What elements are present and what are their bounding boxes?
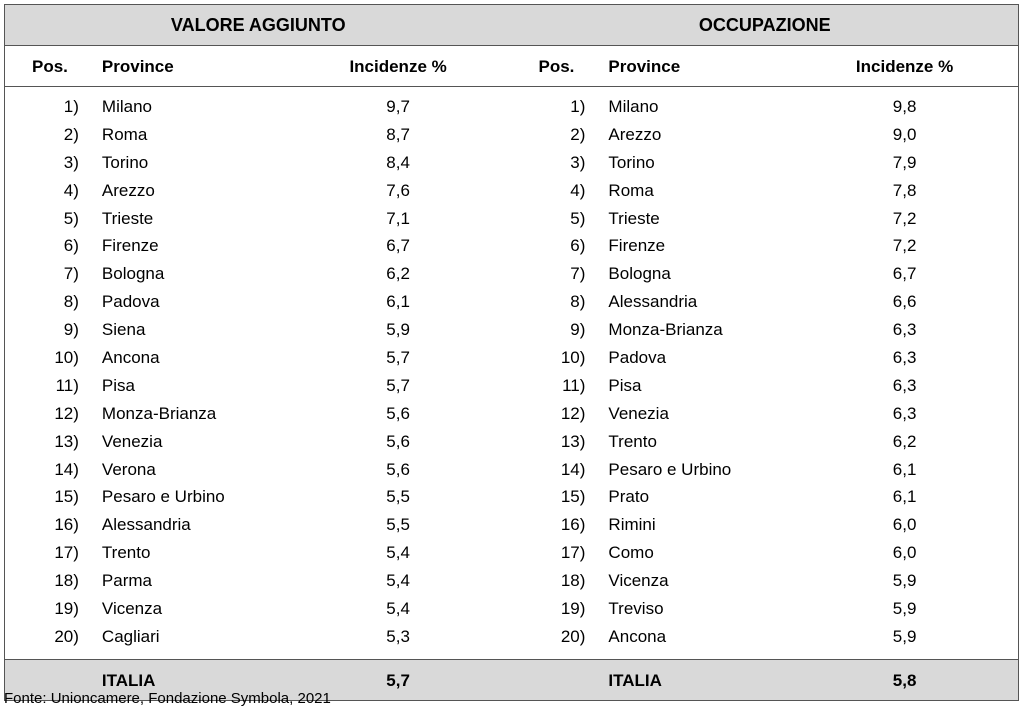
row-value-occupazione: 6,0 [892,515,917,535]
row-position: 1) [63,97,79,116]
row-value-occupazione: 6,3 [892,348,917,368]
column-header-row [5,46,1018,87]
row-position: 18) [560,571,586,591]
row-position: 10) [54,348,79,368]
row-position: 18) [54,571,79,591]
row-province-occupazione: Rimini [608,515,656,535]
column-header-province: Province [608,57,681,76]
row-value-occupazione: 5,9 [892,571,917,591]
total-label-left: ITALIA [101,670,156,690]
row-province-valore-aggiunto: Roma [101,124,148,144]
row-position: 12) [54,403,79,423]
row-province-occupazione: Vicenza [608,571,669,591]
table-row [5,400,1018,428]
row-province-occupazione: Bologna [608,264,671,284]
row-value-valore-aggiunto: 5,9 [386,320,410,340]
row-value-occupazione: 7,9 [892,152,917,172]
row-value-occupazione: 5,9 [892,599,917,619]
row-position: 19) [560,599,586,619]
row-value-valore-aggiunto: 8,7 [386,124,410,144]
row-province-occupazione: Arezzo [608,124,662,144]
row-value-occupazione: 6,3 [892,320,917,340]
row-province-valore-aggiunto: Verona [101,459,156,479]
row-value-valore-aggiunto: 5,6 [386,431,410,451]
table-row [5,428,1018,456]
row-value-valore-aggiunto: 5,6 [386,459,410,479]
section-header-row [5,5,1018,46]
row-position: 6) [570,236,586,256]
row-position: 9) [63,320,79,340]
total-pos-empty [512,660,586,700]
row-value-occupazione: 6,0 [892,543,917,563]
table-row [5,93,1018,121]
row-province-occupazione: Prato [608,487,650,507]
table-row [5,623,1018,651]
row-value-occupazione: 7,8 [892,180,917,200]
row-position: 4) [63,180,79,200]
table-row [5,595,1018,623]
table-row [5,483,1018,511]
row-province-valore-aggiunto: Bologna [101,264,165,284]
table-row [5,456,1018,484]
row-position: 17) [54,543,79,563]
row-position: 11) [562,375,586,395]
table-row [5,567,1018,595]
row-province-valore-aggiunto: Padova [101,292,160,312]
row-position: 19) [54,599,79,619]
table-row [5,511,1018,539]
row-province-valore-aggiunto: Ancona [101,348,160,368]
row-province-valore-aggiunto: Vicenza [101,599,163,619]
row-value-occupazione: 5,9 [892,626,917,646]
table-row [5,316,1018,344]
row-value-valore-aggiunto: 5,6 [386,403,410,423]
total-value-left: 5,7 [386,670,410,690]
row-position: 6) [63,236,79,256]
row-value-occupazione: 6,6 [892,292,917,312]
row-position: 16) [560,515,586,535]
row-position: 12) [560,403,586,423]
row-value-occupazione: 6,7 [892,264,917,284]
table-row [5,344,1018,372]
row-position: 5) [570,208,586,228]
row-value-valore-aggiunto: 6,2 [386,264,410,284]
row-province-valore-aggiunto: Trieste [101,208,154,228]
table-row [5,232,1018,260]
row-value-valore-aggiunto: 5,5 [386,487,410,507]
table-row [5,539,1018,567]
section-title-valore-aggiunto: VALORE AGGIUNTO [170,15,346,35]
row-position: 20) [560,626,586,646]
row-value-valore-aggiunto: 7,1 [386,208,410,228]
row-province-occupazione: Torino [608,152,655,172]
row-position: 16) [54,515,79,535]
total-value-right: 5,8 [892,670,917,690]
row-value-occupazione: 6,3 [892,403,917,423]
row-province-valore-aggiunto: Alessandria [101,515,191,535]
row-province-valore-aggiunto: Arezzo [101,180,155,200]
row-value-valore-aggiunto: 5,4 [386,543,410,563]
row-province-occupazione: Roma [608,180,654,200]
row-province-valore-aggiunto: Cagliari [101,626,160,646]
row-position: 4) [570,180,586,200]
table-row [5,205,1018,233]
row-value-occupazione: 6,2 [892,431,917,451]
row-province-occupazione: Treviso [608,599,664,619]
table-body [5,87,1018,660]
row-value-occupazione: 6,3 [892,375,917,395]
table-row [5,177,1018,205]
row-province-occupazione: Ancona [608,626,667,646]
row-province-occupazione: Monza-Brianza [608,320,723,340]
row-value-valore-aggiunto: 9,7 [386,97,410,116]
row-position: 5) [63,208,79,228]
row-value-occupazione: 7,2 [892,208,917,228]
row-position: 3) [63,152,79,172]
row-position: 1) [570,97,586,116]
row-position: 15) [54,487,79,507]
row-value-valore-aggiunto: 8,4 [386,152,410,172]
row-province-valore-aggiunto: Siena [101,320,146,340]
row-value-valore-aggiunto: 6,1 [386,292,410,312]
total-label-right: ITALIA [608,670,662,690]
row-value-valore-aggiunto: 5,7 [386,348,410,368]
row-position: 13) [54,431,79,451]
table-row [5,121,1018,149]
row-position: 17) [560,543,586,563]
row-value-valore-aggiunto: 5,7 [386,375,410,395]
row-province-occupazione: Firenze [608,236,666,256]
row-province-occupazione: Venezia [608,403,669,423]
column-header-pos: Pos. [32,57,68,76]
row-value-valore-aggiunto: 6,7 [386,236,410,256]
row-province-valore-aggiunto: Pisa [101,375,135,395]
row-position: 15) [560,487,586,507]
row-province-occupazione: Como [608,543,654,563]
row-position: 8) [63,292,79,312]
row-value-valore-aggiunto: 5,4 [386,571,410,591]
column-header-province: Province [101,57,174,76]
row-position: 20) [54,626,79,646]
row-value-valore-aggiunto: 7,6 [386,180,410,200]
row-province-valore-aggiunto: Parma [101,571,152,591]
table-row [5,260,1018,288]
row-province-occupazione: Padova [608,348,667,368]
row-position: 2) [570,124,586,144]
section-title-occupazione: OCCUPAZIONE [698,15,831,35]
row-province-valore-aggiunto: Milano [101,97,153,116]
source-note: Fonte: Unioncamere, Fondazione Symbola, 2021 [4,690,331,707]
row-province-valore-aggiunto: Pesaro e Urbino [101,487,225,507]
column-header-incidence: Incidenze % [855,57,954,76]
row-value-valore-aggiunto: 5,4 [386,599,410,619]
row-province-occupazione: Alessandria [608,292,698,312]
row-value-valore-aggiunto: 5,3 [386,626,410,646]
ranking-table [4,4,1019,701]
row-province-occupazione: Trento [608,431,657,451]
row-value-occupazione: 9,0 [892,124,917,144]
row-province-occupazione: Pesaro e Urbino [608,459,732,479]
row-province-valore-aggiunto: Torino [101,152,149,172]
row-value-valore-aggiunto: 5,5 [386,515,410,535]
row-position: 7) [63,264,79,284]
row-position: 3) [570,152,586,172]
row-province-occupazione: Trieste [608,208,660,228]
row-position: 13) [560,431,586,451]
table-row [5,288,1018,316]
row-position: 9) [570,320,586,340]
row-province-valore-aggiunto: Venezia [101,431,163,451]
row-position: 11) [55,375,79,395]
row-value-occupazione: 7,2 [892,236,917,256]
row-position: 14) [560,459,586,479]
row-position: 14) [54,459,79,479]
row-value-occupazione: 9,8 [892,97,917,116]
row-position: 2) [63,124,79,144]
row-value-occupazione: 6,1 [892,459,917,479]
row-province-occupazione: Milano [608,97,659,116]
column-header-pos: Pos. [538,57,575,76]
row-province-valore-aggiunto: Firenze [101,236,159,256]
row-position: 10) [560,348,586,368]
row-province-valore-aggiunto: Monza-Brianza [101,403,217,423]
column-header-incidence: Incidenze % [349,57,447,76]
table-row [5,372,1018,400]
table-row [5,149,1018,177]
row-province-valore-aggiunto: Trento [101,543,151,563]
row-province-occupazione: Pisa [608,375,642,395]
row-position: 7) [570,264,586,284]
row-position: 8) [570,292,586,312]
row-value-occupazione: 6,1 [892,487,917,507]
